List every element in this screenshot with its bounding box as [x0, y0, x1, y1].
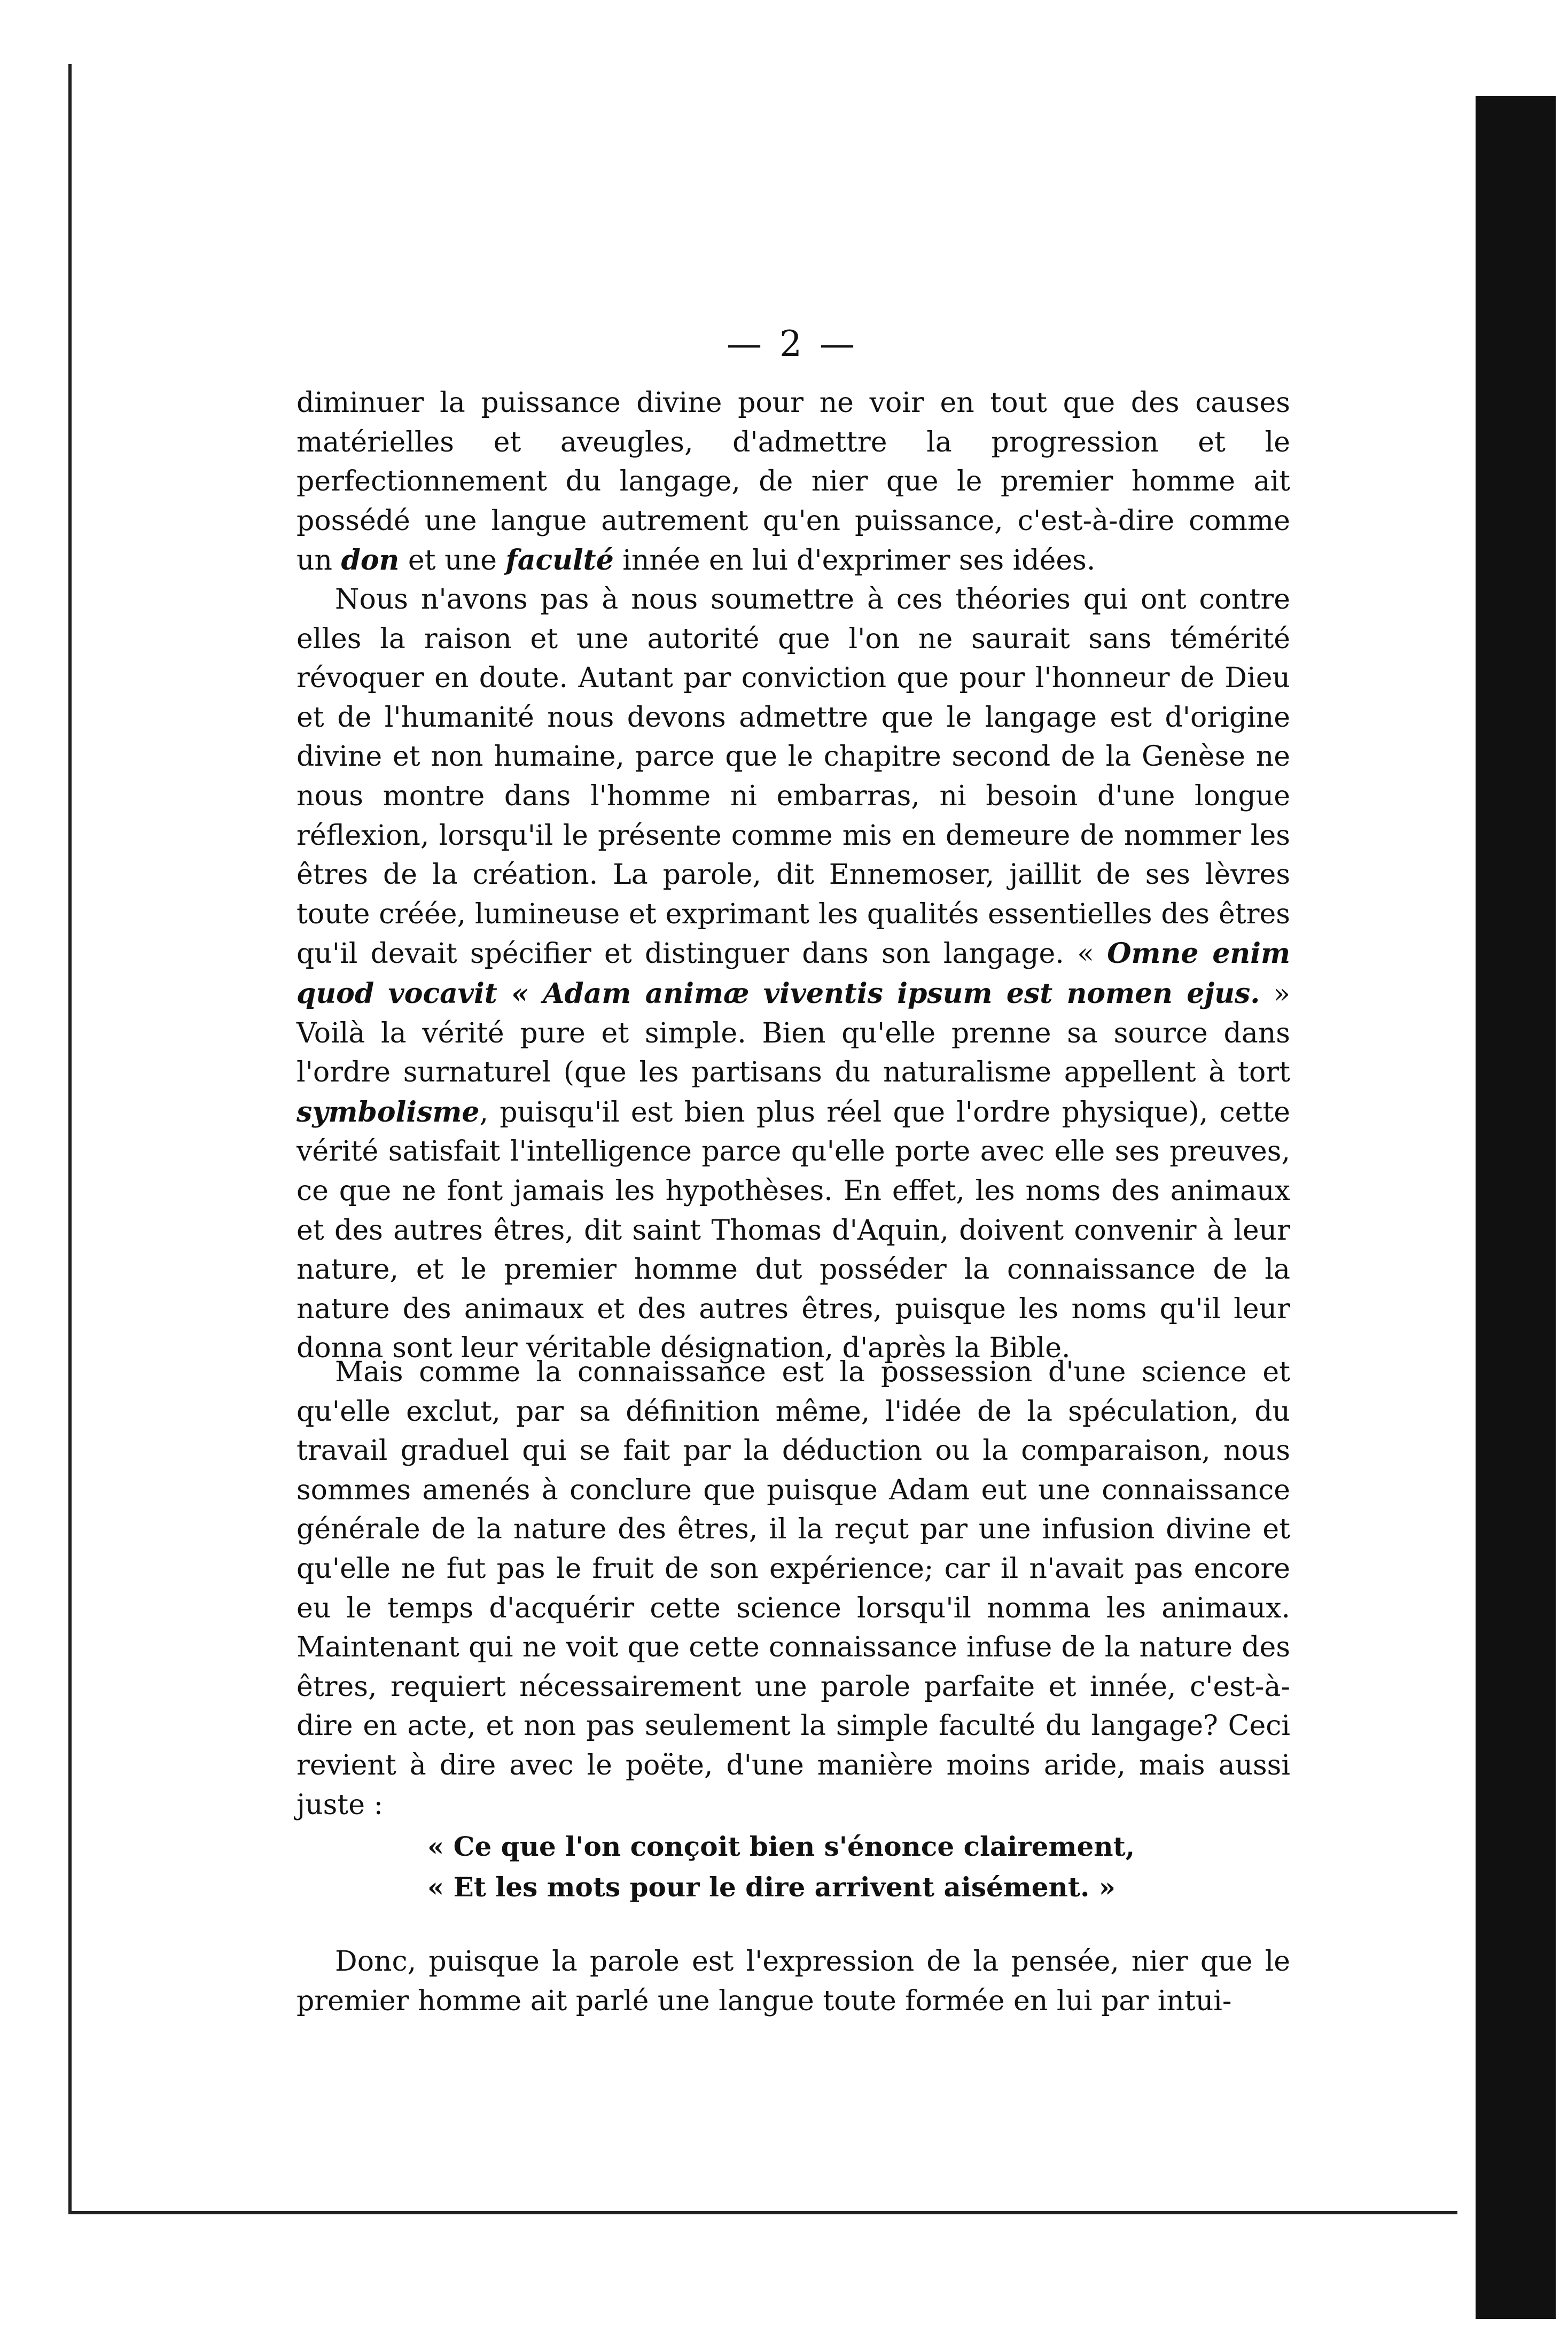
- paragraph-1-emphasis-faculte: faculté: [505, 544, 614, 577]
- paragraph-1-text-3: innée en lui d'exprimer ses idées.: [613, 544, 1096, 577]
- paragraph-1-emphasis-don: don: [341, 544, 400, 577]
- paragraph-1-text-1: diminuer la puissance divine pour ne voir en tout que des causes matérielles et aveugles, d'admettre la progression et le perfectionnement du langage, de nier que le premier homme ait possédé une langue autrement qu'en puissance, c'est-à-dire comme un: [297, 387, 1290, 577]
- paragraph-2-text-3: , puisqu'il est bien plus réel que l'ordre physique), cette vérité satisfait l'intelligence parce qu'elle porte avec elle ses preuves, ce que ne font jamais les hypothèses. En effet, les noms des animaux et des autres êtres, dit saint Thomas d'Aquin, doivent convenir à leur nature, et le premier homme dut posséder la connaissance de la nature des animaux et des autres êtres, puisque les noms qu'il leur donna sont leur véritable désignation, d'après la Bible.: [297, 1096, 1290, 1365]
- paragraph-2: [297, 580, 1290, 1368]
- page-edge-left: [68, 64, 72, 2212]
- paragraph-3: Mais comme la connaissance est la possession d'une science et qu'elle exclut, par sa définition même, l'idée de la spéculation, du travail graduel qui se fait par la déduction ou la comparaison, nous sommes amenés à conclure que puisque Adam eut une connaissance générale de la nature des êtres, il la reçut par une infusion divine et qu'elle ne fut pas le fruit de son expérience; car il n'avait pas encore eu le temps d'acquérir cette science lorsqu'il nomma les animaux. Maintenant qui ne voit que cette connaissance infuse de la nature des êtres, requiert nécessairement une parole parfaite et innée, c'est-à-dire en acte, et non pas seulement la simple faculté du langage? Ceci revient à dire avec le poëte, d'une manière moins aride, mais aussi juste :: [297, 1356, 1290, 1821]
- poem-line-2: « Et les mots pour le dire arrivent aisément. »: [427, 1871, 1116, 1903]
- paragraph-1-text-2: et une: [399, 544, 506, 577]
- page-edge-bottom: [68, 2211, 1457, 2214]
- page-number: — 2 —: [727, 323, 858, 364]
- paragraph-2-text-2: » Voilà la vérité pure et simple. Bien qu'elle prenne sa source dans l'ordre surnaturel (que les partisans du naturalisme appellent à tort: [297, 977, 1291, 1089]
- page-edge-right: [1476, 96, 1556, 2319]
- paragraph-2-text-1: Nous n'avons pas à nous soumettre à ces théories qui ont contre elles la raison et une autorité que l'on ne saurait sans témérité révoquer en doute. Autant par conviction que pour l'honneur de Dieu et de l'humanité nous devons admettre que le langage est d'origine divine et non humaine, parce que le chapitre second de la Genèse ne nous montre dans l'homme ni embarras, ni besoin d'une longue réflexion, lorsqu'il le présente comme mis en demeure de nommer les êtres de la création. La parole, dit Ennemoser, jaillit de ses lèvres toute créée, lumineuse et exprimant les qualités essentielles des êtres qu'il devait spécifier et distinguer dans son langage. «: [297, 584, 1290, 970]
- paragraph-1: [297, 384, 1290, 581]
- paragraph-2-latin-quote: Omne enim quod vocavit « Adam animæ viventis ipsum est nomen ejus.: [297, 937, 1290, 1010]
- poem-line-1: « Ce que l'on conçoit bien s'énonce clairement,: [427, 1831, 1135, 1862]
- paragraph-4: Donc, puisque la parole est l'expression de la pensée, nier que le premier homme ait parlé une langue toute formée en lui par intui-: [297, 1946, 1290, 2017]
- poem-quote: [427, 1826, 1229, 1908]
- paragraph-2-emphasis-symbolisme: symbolisme: [297, 1095, 480, 1129]
